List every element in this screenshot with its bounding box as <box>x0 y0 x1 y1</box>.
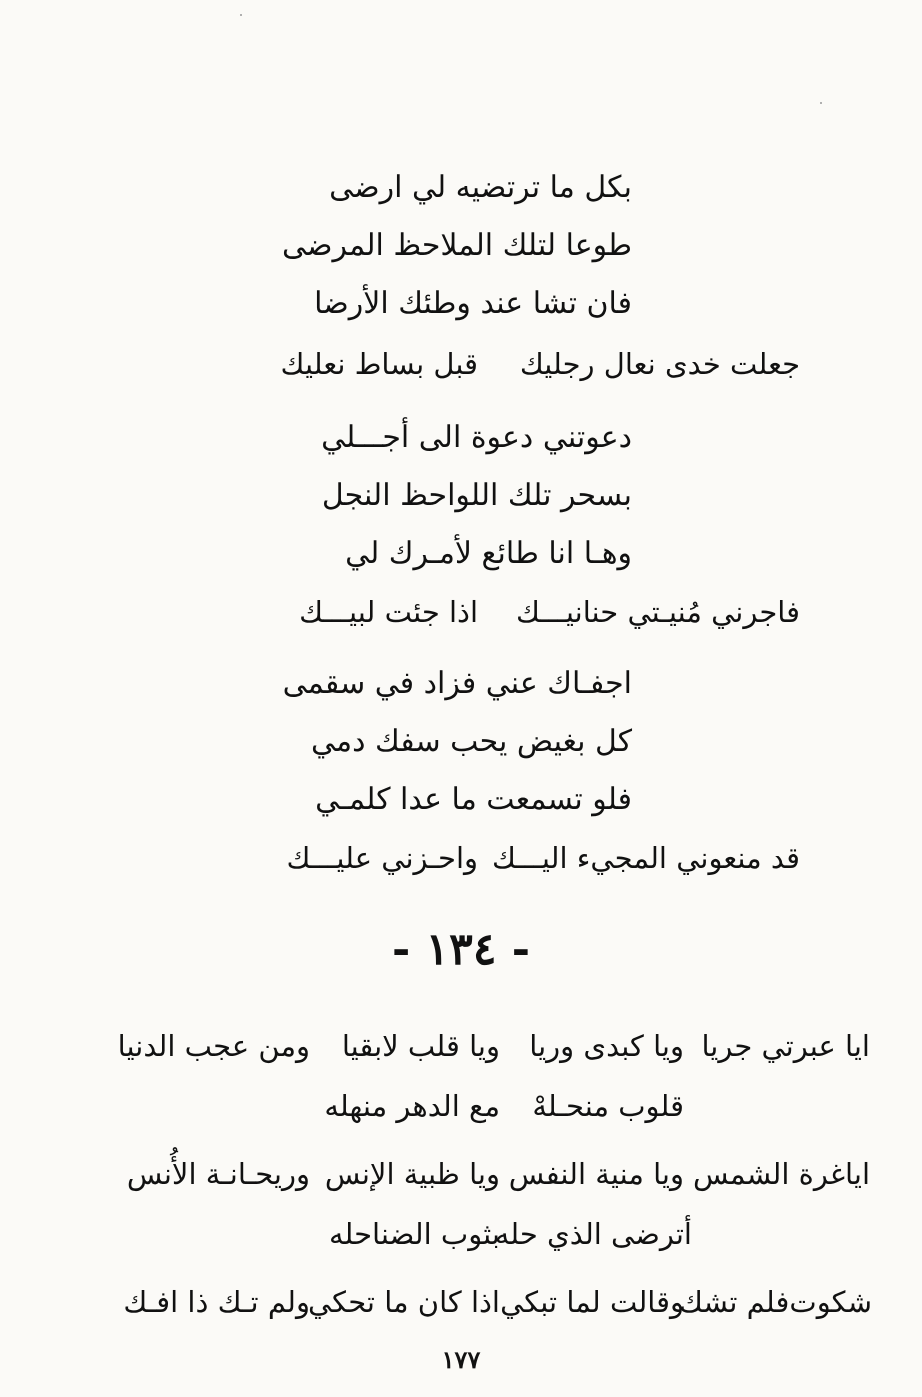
verse-segment: ويا كبدى وريا <box>529 1029 684 1063</box>
verse-segment: ويا منية النفس <box>508 1157 684 1191</box>
verse-segment: أترضى الذي حله <box>494 1217 692 1251</box>
verse-segment: وريحـانـة الأُنس <box>126 1157 310 1191</box>
verse-line: وهـا انا طائع لأمـرك لي <box>345 536 632 571</box>
verse-segment: ويا ظبية الإنس <box>324 1157 500 1191</box>
verse-line: بسحر تلك اللواحظ النجل <box>321 478 632 513</box>
scan-speck <box>820 102 822 104</box>
couplet-left-hemistich: واحـزني عليـــك <box>286 841 478 875</box>
section-number: - ١٣٤ - <box>391 924 531 975</box>
verse-segment: مع الدهر منهله <box>324 1089 500 1123</box>
verse-segment: وقالت لما تبكي <box>500 1285 684 1319</box>
couplet-left-hemistich: اذا جئت لبيـــك <box>299 595 478 629</box>
couplet-right-hemistich: قد منعوني المجيء اليـــك <box>492 841 800 875</box>
verse-line: طوعا لتلك الملاحظ المرضى <box>281 228 632 263</box>
verse-segment: ومن عجب الدنيا <box>117 1029 310 1063</box>
verse-line: بكل ما ترتضيه لي ارضى <box>329 170 632 205</box>
couplet-left-hemistich: قبل بساط نعليك <box>280 347 478 381</box>
verse-line: دعوتني دعوة الى أجـــلي <box>321 420 632 455</box>
verse-segment: شكوت‌فلم تشك <box>679 1285 872 1319</box>
verse-segment: اياغرة الشمس <box>692 1157 870 1191</box>
verse-line: فان تشا عند وطئك الأرضا <box>314 286 632 321</box>
verse-line: كل بغيض يحب سفك دمي <box>311 724 632 759</box>
page-number: ١٧٧ <box>441 1345 481 1374</box>
verse-segment: ولم تـك ذا افـك <box>123 1285 310 1319</box>
couplet-right-hemistich: فاجرني مُنيـتي حنانيـــك <box>515 595 800 629</box>
verse-line: اجفـاك عني فزاد في سقمى <box>282 666 632 701</box>
verse-segment: قلوب منحـلهْ <box>532 1089 684 1123</box>
verse-segment: ايا عبرتي جريا <box>701 1029 870 1063</box>
verse-line: فلو تسمعت ما عدا كلمـي <box>315 782 632 817</box>
couplet-right-hemistich: جعلت خدى نعال رجليك <box>519 347 800 381</box>
verse-segment: ويا قلب لابقيا <box>341 1029 500 1063</box>
verse-segment: بثوب الضناحله <box>328 1217 500 1251</box>
scan-speck <box>240 14 242 16</box>
verse-segment: اذا كان ما تحكي <box>308 1285 500 1319</box>
